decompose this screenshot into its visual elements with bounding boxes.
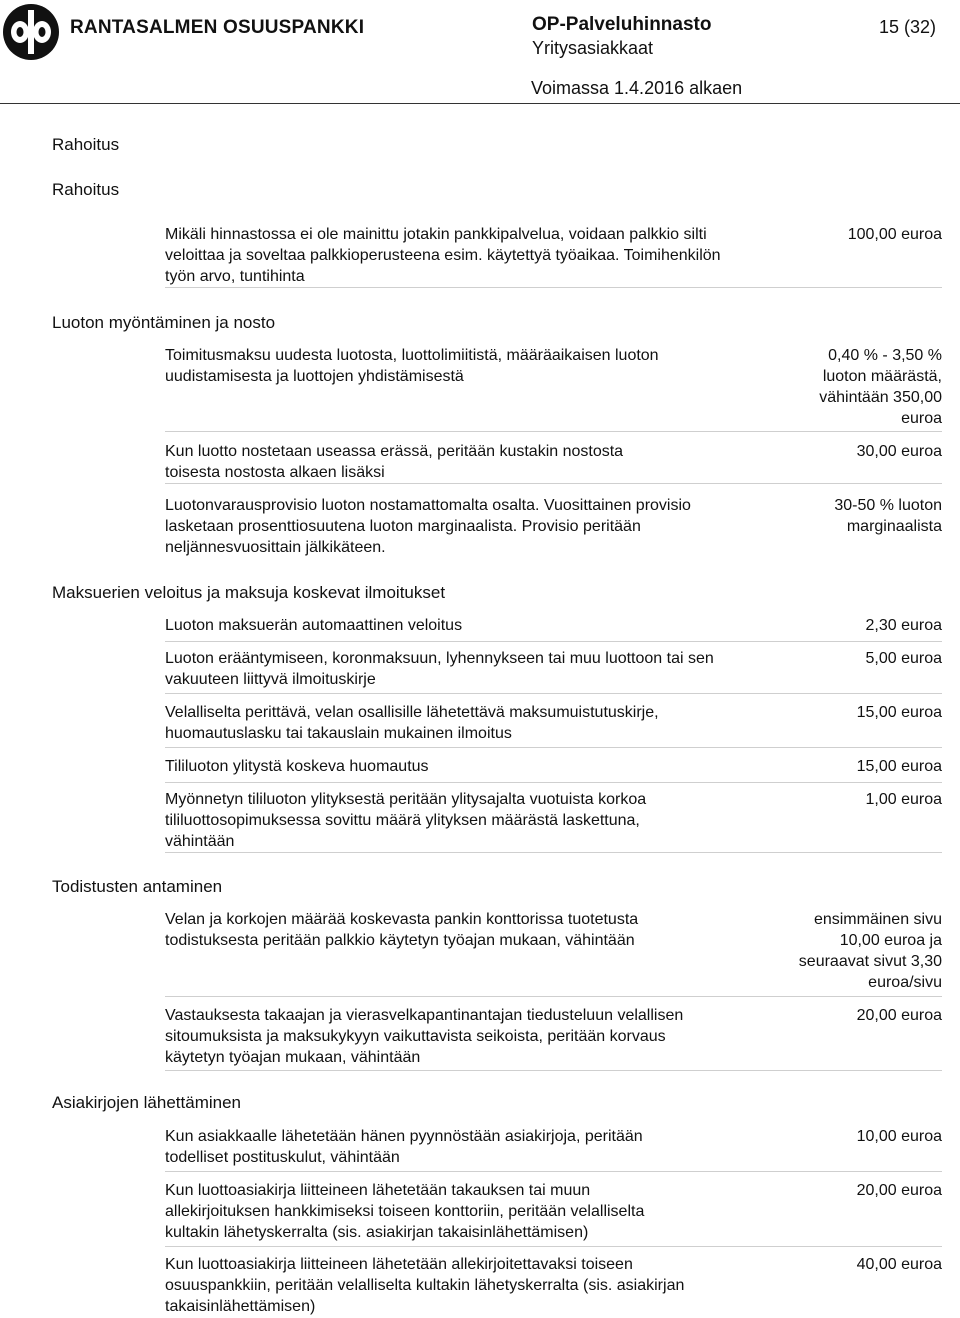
fee-price: 1,00 euroa xyxy=(865,791,942,808)
fee-description: Velan ja korkojen määrää koskevasta pankin konttorissa tuotetusta todistuksesta peritään palkkio käytetyn työajan mukaan, vähintään xyxy=(165,911,639,949)
row-divider xyxy=(165,1171,942,1172)
fee-price: 15,00 euroa xyxy=(856,758,942,775)
row-divider xyxy=(165,1246,942,1247)
fee-description: Luotonvarausprovisio luoton nostamattomalta osalta. Vuosittainen provisio lasketaan prosenttiosuutena luoton marginaalista. Provisio peritään neljännesvuosittain jälkikäteen. xyxy=(165,497,691,556)
fee-price: ensimmäinen sivu 10,00 euroa ja seuraavat sivut 3,30 euroa/sivu xyxy=(798,911,942,991)
row-divider xyxy=(165,483,942,484)
row-divider xyxy=(165,1070,942,1071)
fee-description: Toimitusmaksu uudesta luotosta, luottolimiitistä, määräaikaisen luoton uudistamisesta ja luottojen yhdistämisestä xyxy=(165,347,659,385)
fee-description: Luoton maksuerän automaattinen veloitus xyxy=(165,617,463,634)
document-subtitle: Yritysasiakkaat xyxy=(532,38,654,58)
row-divider xyxy=(165,996,942,997)
fee-price: 40,00 euroa xyxy=(856,1256,942,1273)
document-title: OP-Palveluhinnasto xyxy=(532,14,712,35)
section-heading: Maksuerien veloitus ja maksuja koskevat ilmoitukset xyxy=(52,583,446,602)
fee-description: Velalliselta perittävä, velan osallisille lähetettävä maksumuistutuskirje, huomautuslasku tai takauslain mukainen ilmoitus xyxy=(165,704,659,742)
section-heading: Luoton myöntäminen ja nosto xyxy=(52,313,276,332)
validity-date: Voimassa 1.4.2016 alkaen xyxy=(531,78,743,98)
fee-price: 5,00 euroa xyxy=(865,650,942,667)
fee-price: 0,40 % - 3,50 % luoton määrästä, vähintään 350,00 euroa xyxy=(819,347,942,427)
section-heading: Rahoitus xyxy=(52,135,120,154)
fee-price: 30,00 euroa xyxy=(856,443,942,460)
section-heading: Todistusten antaminen xyxy=(52,877,223,896)
fee-price: 15,00 euroa xyxy=(856,704,942,721)
fee-price: 10,00 euroa xyxy=(856,1128,942,1145)
fee-description: Myönnetyn tililuoton ylityksestä peritään ylitysajalta vuotuista korkoa tililuottosopimuksessa sovittu määrä ylityksen määrästä laskettuna, vähintään xyxy=(165,791,647,850)
section-heading: Asiakirjojen lähettäminen xyxy=(52,1093,241,1112)
row-divider xyxy=(165,431,942,432)
fee-description: Kun asiakkaalle lähetetään hänen pyynnöstään asiakirjoja, peritään todelliset postituskulut, vähintään xyxy=(165,1128,643,1166)
row-divider xyxy=(165,287,942,288)
fee-description: Mikäli hinnastossa ei ole mainittu jotakin pankkipalvelua, voidaan palkkio silti veloittaa ja soveltaa palkkioperusteena esim. käytettyä työaikaa. Toimihenkilön työn arvo, tuntihinta xyxy=(165,226,721,285)
fee-description: Kun luotto nostetaan useassa erässä, peritään kustakin nostosta toisesta nostosta alkaen lisäksi xyxy=(165,443,624,481)
page-number: 15 (32) xyxy=(878,17,936,37)
row-divider xyxy=(165,641,942,642)
bank-name: RANTASALMEN OSUUSPANKKI xyxy=(70,17,365,38)
row-divider xyxy=(165,782,942,783)
fee-price: 30-50 % luoton marginaalista xyxy=(834,497,942,535)
row-divider xyxy=(165,852,942,853)
row-divider xyxy=(165,693,942,694)
fee-price: 100,00 euroa xyxy=(847,226,942,243)
fee-description: Luoton erääntymiseen, koronmaksuun, lyhennykseen tai muu luottoon tai sen vakuuteen liittyvä ilmoituskirje xyxy=(165,650,714,688)
fee-description: Tililuoton ylitystä koskeva huomautus xyxy=(165,758,429,775)
fee-description: Kun luottoasiakirja liitteineen lähetetään allekirjoitettavaksi toiseen osuuspankkiin, peritään velalliselta kultakin lähetyskerralta (sis. asiakirjan takaisinlähettämisen) xyxy=(165,1256,685,1315)
row-divider xyxy=(165,747,942,748)
fee-description: Kun luottoasiakirja liitteineen lähetetään takauksen tai muun allekirjoituksen hankkimiseksi toiseen konttoriin, peritään velalliselta kultakin lähetyskerralta (sis. asiakirjan takaisinlähettämisen) xyxy=(165,1182,645,1241)
section-heading: Rahoitus xyxy=(52,180,120,199)
fee-description: Vastauksesta takaajan ja vierasvelkapantinantajan tiedusteluun velallisen sitoumuksista ja maksukykyyn vaikuttavista seikoista, peritään korvaus käytetyn työajan mukaan, vähintään xyxy=(165,1007,684,1066)
fee-price: 20,00 euroa xyxy=(856,1007,942,1024)
fee-price: 20,00 euroa xyxy=(856,1182,942,1199)
fee-price: 2,30 euroa xyxy=(865,617,942,634)
